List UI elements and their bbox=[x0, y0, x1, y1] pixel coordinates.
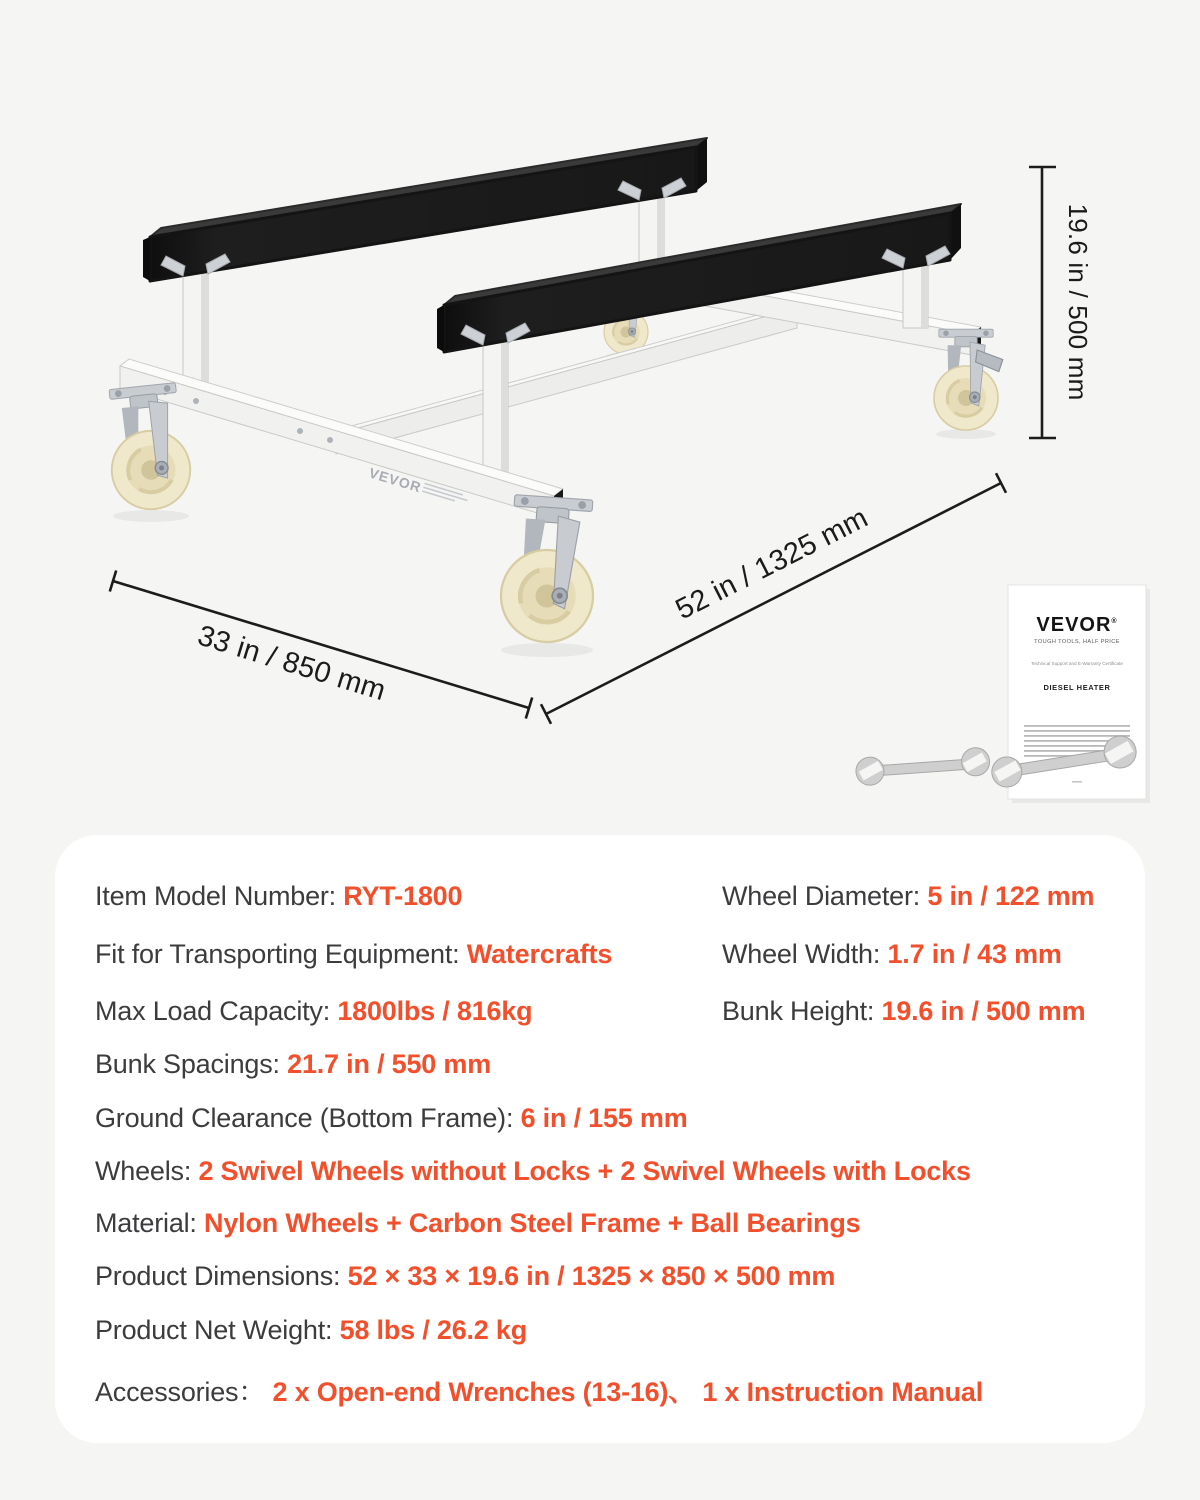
spec-value: RYT-1800 bbox=[343, 881, 463, 911]
spec-value: Nylon Wheels + Carbon Steel Frame + Ball Bearings bbox=[204, 1208, 861, 1238]
spec-bunk-height bbox=[722, 994, 1085, 1028]
manual-tagline: TOUGH TOOLS, HALF PRICE bbox=[1034, 639, 1120, 645]
open-end-wrench-small bbox=[855, 747, 991, 786]
spec-label: Max Load Capacity: bbox=[95, 996, 338, 1026]
spec-label: Accessories： bbox=[95, 1377, 273, 1407]
spec-max-load-capacity bbox=[95, 994, 532, 1028]
spec-label: Bunk Spacings: bbox=[95, 1049, 288, 1079]
spec-value: 2 Swivel Wheels without Locks + 2 Swivel Wheels with Locks bbox=[198, 1156, 971, 1186]
wheel-shadow bbox=[113, 510, 189, 522]
spec-label: Item Model Number: bbox=[95, 881, 344, 911]
spec-item-model-number bbox=[95, 879, 462, 913]
spec-label: Bunk Height: bbox=[722, 996, 882, 1026]
spec-label: Product Net Weight: bbox=[95, 1315, 340, 1345]
spec-value: 58 lbs / 26.2 kg bbox=[339, 1315, 528, 1345]
length-dimension-label: 52 in / 1325 mm bbox=[670, 501, 874, 627]
width-dimension-label: 33 in / 850 mm bbox=[193, 619, 390, 708]
spec-label: Product Dimensions: bbox=[95, 1261, 348, 1291]
spec-label: Fit for Transporting Equipment: bbox=[95, 939, 467, 969]
spec-value: 52 × 33 × 19.6 in / 1325 × 850 × 500 mm bbox=[347, 1261, 836, 1291]
caster-wheel-front bbox=[498, 494, 600, 645]
spec-value: 19.6 in / 500 mm bbox=[881, 996, 1086, 1026]
wheel-shadow bbox=[501, 643, 593, 657]
spec-label: Wheel Diameter: bbox=[722, 881, 928, 911]
spec-wheels bbox=[95, 1154, 971, 1188]
spec-wheel-diameter bbox=[722, 879, 1094, 913]
spec-label: Ground Clearance (Bottom Frame): bbox=[95, 1103, 521, 1133]
spec-accessories bbox=[95, 1375, 983, 1409]
spec-label: Wheel Width: bbox=[722, 939, 888, 969]
spec-material bbox=[95, 1206, 860, 1240]
spec-value: 6 in / 155 mm bbox=[520, 1103, 688, 1133]
spec-value: 5 in / 122 mm bbox=[927, 881, 1095, 911]
specifications-panel bbox=[55, 835, 1145, 1443]
manual-doc-title: DIESEL HEATER bbox=[1043, 683, 1111, 692]
spec-product-net-weight bbox=[95, 1313, 527, 1347]
spec-value: 2 x Open-end Wrenches (13-16)、 1 x Instruction Manual bbox=[272, 1377, 984, 1407]
manual-brand: VEVOR® bbox=[1036, 614, 1118, 636]
frame-brand-text: VEVOR bbox=[367, 464, 424, 496]
spec-value: Watercrafts bbox=[466, 939, 613, 969]
spec-label: Wheels: bbox=[95, 1156, 199, 1186]
height-dimension-label: 19.6 in / 500 mm bbox=[1063, 203, 1093, 401]
spec-value: 1.7 in / 43 mm bbox=[887, 939, 1062, 969]
spec-value: 21.7 in / 550 mm bbox=[287, 1049, 492, 1079]
spec-product-dimensions bbox=[95, 1259, 835, 1293]
spec-bunk-spacings bbox=[95, 1047, 491, 1081]
spec-value: 1800lbs / 816kg bbox=[337, 996, 533, 1026]
spec-wheel-width bbox=[722, 937, 1062, 971]
manual-support-line: Technical Support and E-Warranty Certificate bbox=[1031, 661, 1123, 666]
spec-label: Material: bbox=[95, 1208, 205, 1238]
spec-ground-clearance bbox=[95, 1101, 688, 1135]
spec-fit-for-equipment bbox=[95, 937, 612, 971]
